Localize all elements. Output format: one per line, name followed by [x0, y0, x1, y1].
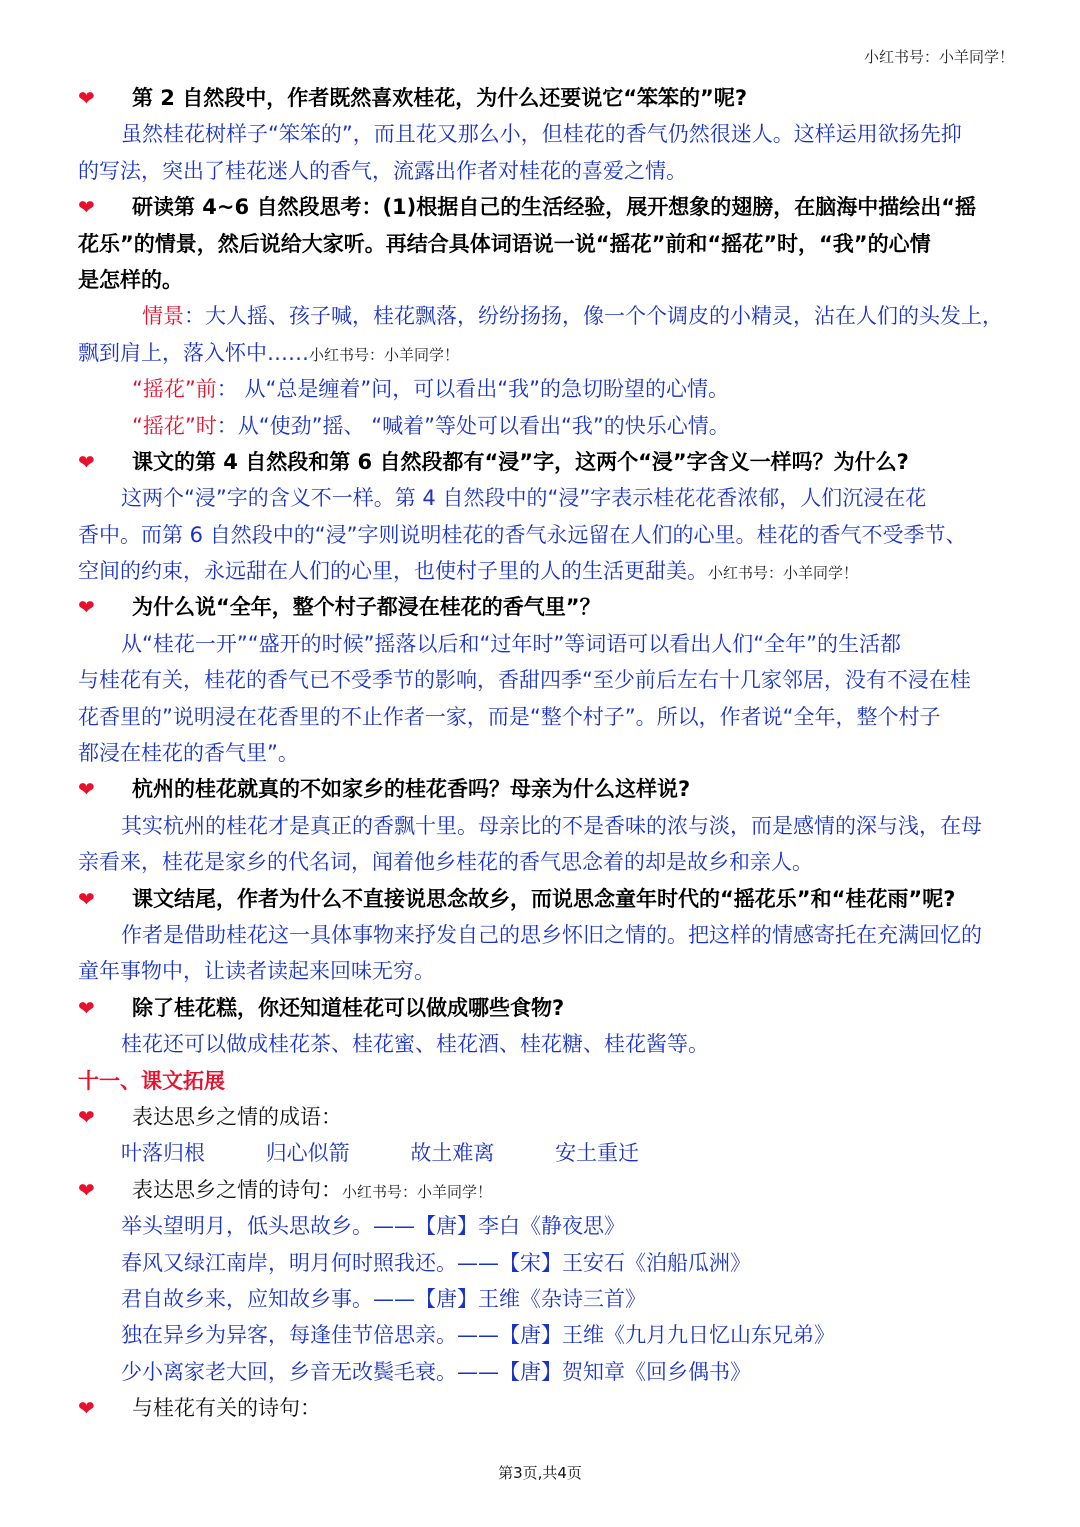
section-title: 十一、课文拓展	[78, 1068, 225, 1093]
question-3: ❤ 课文的第 4 自然段和第 6 自然段都有“浸”字，这两个“浸”字含义一样吗？为什么?	[78, 444, 1008, 480]
page-number-footer: 第3页,共4页	[498, 1464, 582, 1482]
question-5: ❤ 杭州的桂花就真的不如家乡的桂花香吗？母亲为什么这样说?	[78, 771, 1008, 807]
poems-label-line: ❤ 表达思乡之情的诗句：小红书号：小羊同学！	[78, 1172, 1008, 1208]
scene-line-2: 飘到肩上，落入怀中……小红书号：小羊同学！	[78, 340, 460, 365]
question-2-line-2: 花乐”的情景，然后说给大家听。再结合具体词语说一说“摇花”前和“摇花”时，“我”的心情	[78, 231, 931, 256]
watermark: 小红书号：小羊同学！	[309, 345, 460, 364]
answer-3-line-3: 空间的约束，永远甜在人们的心里，也使村子里的人的生活更甜美。小红书号：小羊同学！	[78, 559, 859, 584]
answer-5-line-2: 亲看来，桂花是家乡的代名词，闻着他乡桂花的香气思念着的却是故乡和亲人。	[78, 850, 813, 875]
question-2-line-1: ❤ 研读第 4~6 自然段思考：(1)根据自己的生活经验，展开想象的翅膀，在脑海中描绘出“摇	[78, 189, 1008, 225]
watermark: 小红书号：小羊同学！	[863, 48, 1014, 66]
heart-icon: ❤	[78, 1396, 95, 1421]
heart-icon: ❤	[78, 86, 95, 110]
question-7: ❤ 除了桂花糕，你还知道桂花可以做成哪些食物?	[78, 990, 1008, 1026]
heart-icon: ❤	[78, 995, 95, 1020]
poem-line: 少小离家老大回，乡音无改鬓毛衰。——【唐】贺知章《回乡偶书》	[121, 1359, 751, 1384]
idioms-label-line: ❤ 表达思乡之情的成语：	[78, 1099, 1008, 1135]
heart-icon: ❤	[78, 449, 95, 474]
heart-icon: ❤	[78, 777, 95, 802]
poem-line: 春风又绿江南岸，明月何时照我还。——【宋】王安石《泊船瓜洲》	[121, 1250, 751, 1275]
question-1: ❤ 第 2 自然段中，作者既然喜欢桂花，为什么还要说它“笨笨的”呢?	[78, 80, 1008, 116]
idiom-item: 叶落归根	[121, 1141, 205, 1166]
document-body	[78, 80, 1008, 1426]
idiom-item: 归心似箭	[265, 1141, 350, 1166]
poem-line: 君自故乡来，应知故乡事。——【唐】王维《杂诗三首》	[121, 1286, 646, 1311]
answer-5-line-1: 其实杭州的桂花才是真正的香飘十里。母亲比的不是香味的浓与淡，而是感情的深与浅，在母	[121, 813, 982, 838]
question-4: ❤ 为什么说“全年，整个村子都浸在桂花的香气里”？	[78, 589, 1008, 625]
question-6: ❤ 课文结尾，作者为什么不直接说思念故乡，而说思念童年时代的“摇花乐”和“桂花雨”呢?	[78, 881, 1008, 917]
idiom-item: 故土难离	[410, 1141, 495, 1166]
answer-6-line-1: 作者是借助桂花这一具体事物来抒发自己的思乡怀旧之情的。把这样的情感寄托在充满回忆的	[121, 922, 982, 947]
answer-4-line-4: 都浸在桂花的香气里”。	[78, 741, 299, 766]
answer-3-line-1: 这两个“浸”字的含义不一样。第 4 自然段中的“浸”字表示桂花花香浓郁，人们沉浸在花	[121, 486, 927, 511]
answer-4-line-1: 从“桂花一开”“盛开的时候”摇落以后和“过年时”等词语可以看出人们“全年”的生活都	[121, 631, 902, 656]
scene-line-1: 情景：大人摇、孩子喊，桂花飘落，纷纷扬扬，像一个个调皮的小精灵，沾在人们的头发上，	[142, 304, 1003, 329]
heart-icon: ❤	[78, 1177, 95, 1202]
answer-1-line-2: 的写法，突出了桂花迷人的香气，流露出作者对桂花的喜爱之情。	[78, 158, 687, 183]
answer-3-line-2: 香中。而第 6 自然段中的“浸”字则说明桂花的香气永远留在人们的心里。桂花的香气不受季节、	[78, 522, 967, 547]
answer-4-line-3: 花香里的”说明浸在花香里的不止作者一家，而是“整个村子”。所以，作者说“全年，整个村子	[78, 704, 941, 729]
heart-icon: ❤	[78, 595, 95, 620]
answer-6-line-2: 童年事物中，让读者读起来回味无穷。	[78, 959, 435, 984]
heart-icon: ❤	[78, 1104, 95, 1129]
poem-line: 独在异乡为异客，每逢佳节倍思亲。——【唐】王维《九月九日忆山东兄弟》	[121, 1323, 835, 1348]
before-shake-line: “摇花”前： 从“总是缠着”问，可以看出“我”的急切盼望的心情。	[132, 377, 729, 402]
poem-line: 举头望明月，低头思故乡。——【唐】李白《静夜思》	[121, 1214, 625, 1239]
heart-icon: ❤	[78, 195, 95, 220]
answer-1-line-1: 虽然桂花树样子“笨笨的”，而且花又那么小，但桂花的香气仍然很迷人。这样运用欲扬先抑	[121, 122, 962, 147]
answer-7: 桂花还可以做成桂花茶、桂花蜜、桂花酒、桂花糖、桂花酱等。	[121, 1032, 709, 1057]
idiom-item: 安土重迁	[555, 1141, 640, 1166]
watermark: 小红书号：小羊同学！	[342, 1182, 493, 1201]
idioms-list	[78, 1135, 1008, 1171]
question-2-line-3: 是怎样的。	[78, 267, 183, 292]
osmanthus-poems-label-line: ❤ 与桂花有关的诗句：	[78, 1390, 1008, 1426]
during-shake-line: “摇花”时：从“使劲”摇、 “喊着”等处可以看出“我”的快乐心情。	[132, 413, 730, 438]
answer-4-line-2: 与桂花有关，桂花的香气已不受季节的影响，香甜四季“至少前后左右十几家邻居，没有不浸在桂	[78, 668, 971, 693]
heart-icon: ❤	[78, 886, 95, 911]
watermark: 小红书号：小羊同学！	[708, 564, 859, 583]
